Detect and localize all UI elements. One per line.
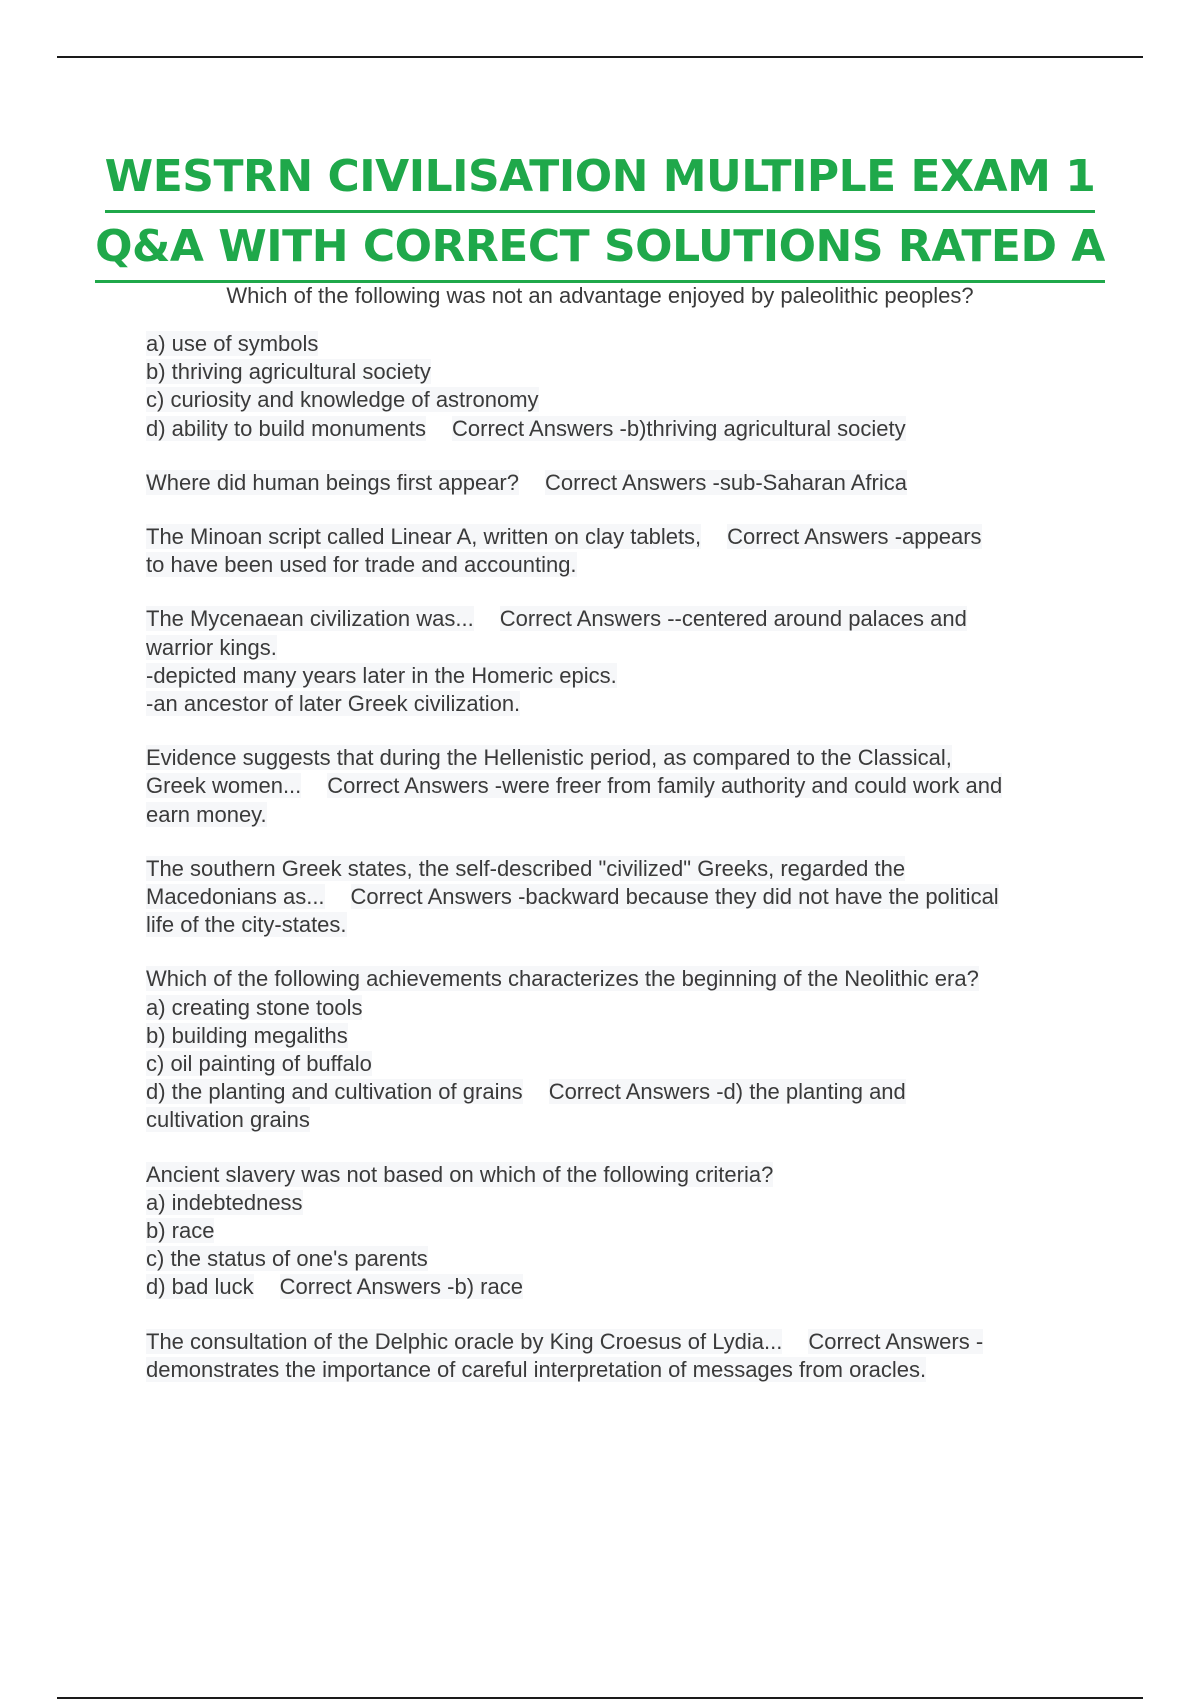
question-text: The Mycenaean civilization was... [146, 606, 474, 632]
question-line [146, 1050, 1096, 1078]
answer-text: -appears [894, 524, 982, 550]
question-text: Which of the following achievements characterizes the beginning of the Neolithic era? [146, 966, 979, 992]
question-text: a) use of symbols [146, 331, 319, 356]
answer-line [146, 1106, 1096, 1134]
question-line [146, 1078, 1096, 1106]
answer-continuation: demonstrates the importance of careful interpretation of messages from oracles. [146, 1356, 927, 1382]
question-text: Ancient slavery was not based on which of the following criteria? [146, 1161, 774, 1187]
question-line [146, 1022, 1096, 1050]
question-text: c) curiosity and knowledge of astronomy [146, 387, 539, 413]
question-line [146, 965, 1096, 993]
answer-text: --centered around palaces and [667, 606, 967, 632]
question-text: b) race [146, 1218, 215, 1244]
question-line [146, 1161, 1096, 1189]
answer-continuation: cultivation grains [146, 1107, 310, 1133]
answer-space [489, 773, 495, 798]
question-text: The Minoan script called Linear A, written on clay tablets, [146, 524, 702, 550]
question-line [146, 1189, 1096, 1217]
answer-label: Correct Answers [548, 1079, 711, 1105]
qa-item [146, 1328, 1096, 1384]
intro-question: Which of the following was not an advantage enjoyed by paleolithic peoples? [226, 283, 974, 308]
question-text: d) ability to build monuments [146, 415, 427, 441]
answer-line [146, 551, 1096, 579]
question-line [146, 1217, 1096, 1245]
answer-continuation: earn money. [146, 801, 267, 827]
question-text: The consultation of the Delphic oracle by King Croesus of Lydia... [146, 1328, 783, 1354]
question-line [146, 994, 1096, 1022]
answer-line [146, 662, 1096, 690]
question-line [146, 523, 1096, 551]
question-line [146, 386, 1096, 414]
question-line [146, 1245, 1096, 1273]
question-line [146, 883, 1096, 911]
answer-space [889, 524, 895, 549]
question-line [146, 605, 1096, 633]
answer-continuation: life of the city-states. [146, 912, 347, 938]
answer-label: Correct Answers [545, 469, 707, 495]
question-line [146, 855, 1096, 883]
document-title [0, 144, 1200, 284]
bottom-rule [57, 1697, 1143, 1699]
answer-label: Correct Answers [350, 884, 512, 910]
question-line [146, 1273, 1096, 1301]
answer-space [706, 470, 712, 495]
question-text: Macedonians as... [146, 884, 325, 910]
question-text: c) oil painting of buffalo [146, 1051, 372, 1077]
answer-label: Correct Answers [327, 773, 489, 799]
qa-item [146, 523, 1096, 579]
answer-text: -b) race [447, 1274, 523, 1300]
question-line [146, 772, 1096, 800]
question-text: The southern Greek states, the self-described "civilized" Greeks, regarded the [146, 855, 906, 881]
question-text: b) thriving agricultural society [146, 359, 431, 385]
qa-item [146, 855, 1096, 940]
answer-continuation: to have been used for trade and accounting. [146, 552, 577, 578]
answer-line [146, 690, 1096, 718]
answer-space [613, 416, 619, 441]
question-line [146, 1328, 1096, 1356]
answer-space [970, 1329, 976, 1354]
qa-item [146, 1161, 1096, 1302]
answer-text: -backward because they did not have the political [518, 884, 999, 910]
qa-item [146, 965, 1096, 1134]
question-text: b) building megaliths [146, 1022, 348, 1048]
answer-line [146, 634, 1096, 662]
top-rule [57, 56, 1143, 58]
answer-text: -b)thriving agricultural society [619, 415, 906, 441]
answer-label: Correct Answers [808, 1328, 970, 1354]
qa-item [146, 605, 1096, 718]
answer-continuation: -an ancestor of later Greek civilization. [146, 691, 521, 717]
question-line [146, 469, 1096, 497]
qa-item [146, 330, 1096, 443]
title-line-1: WESTRN CIVILISATION MULTIPLE EXAM 1 [105, 144, 1096, 213]
qa-item [146, 469, 1096, 497]
title-line-2: Q&A WITH CORRECT SOLUTIONS RATED A [95, 214, 1105, 283]
answer-text: -sub-Saharan Africa [712, 469, 907, 495]
qa-list [146, 330, 1096, 1410]
question-text: Where did human beings first appear? [146, 469, 519, 495]
answer-text: - [975, 1328, 984, 1354]
answer-line [146, 801, 1096, 829]
answer-text: -d) the planting and [716, 1079, 906, 1105]
answer-line [146, 911, 1096, 939]
answer-label: Correct Answers [279, 1274, 442, 1300]
answer-continuation: warrior kings. [146, 634, 277, 660]
answer-text: -were freer from family authority and could work and [494, 773, 1003, 799]
question-text: Greek women... [146, 773, 302, 799]
question-line [146, 415, 1096, 443]
answer-label: Correct Answers [499, 606, 662, 632]
qa-item [146, 744, 1096, 829]
answer-label: Correct Answers [727, 524, 889, 550]
answer-label: Correct Answers [452, 415, 614, 441]
question-text: a) indebtedness [146, 1189, 303, 1215]
question-text: c) the status of one's parents [146, 1246, 428, 1272]
answer-line [146, 1356, 1096, 1384]
answer-continuation: -depicted many years later in the Homeric epics. [146, 662, 617, 688]
question-line [146, 358, 1096, 386]
question-line [146, 330, 1096, 358]
question-text: Evidence suggests that during the Hellenistic period, as compared to the Classical, [146, 745, 952, 771]
question-text: a) creating stone tools [146, 994, 363, 1020]
question-text: d) bad luck [146, 1274, 254, 1300]
question-line [146, 744, 1096, 772]
question-text: d) the planting and cultivation of grains [146, 1079, 523, 1105]
